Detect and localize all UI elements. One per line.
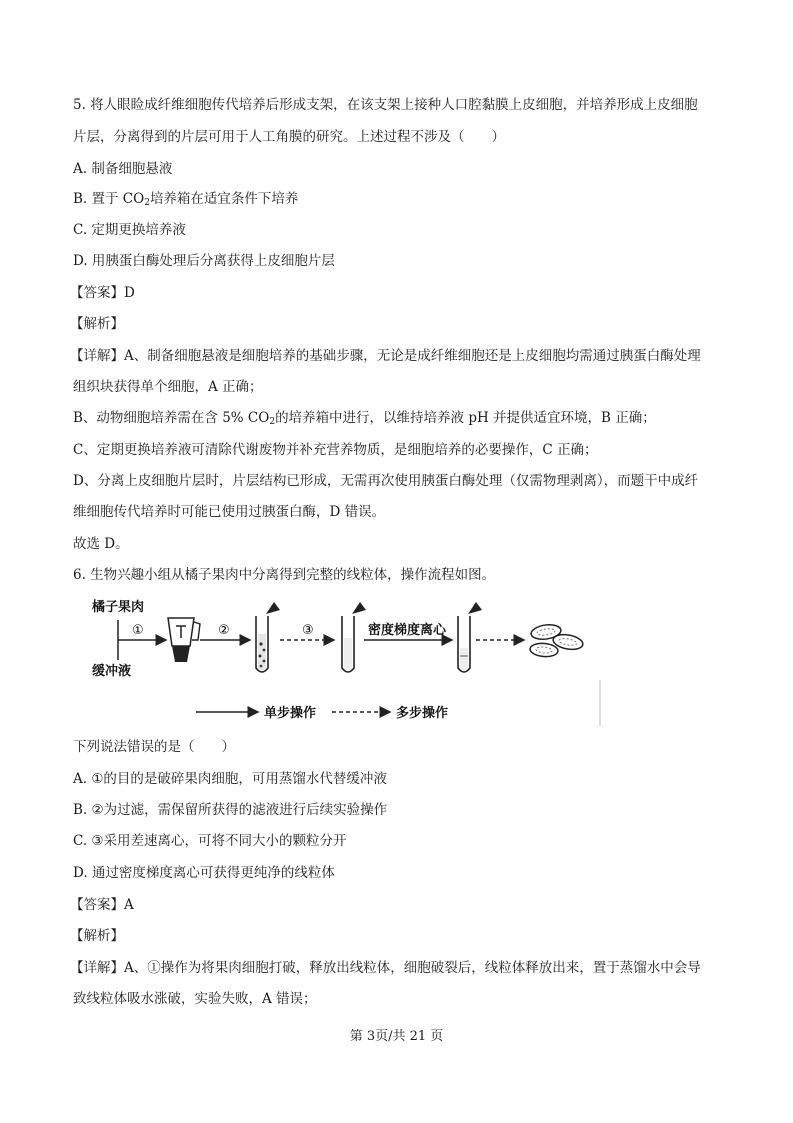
test-tube-gradient-icon: [458, 602, 482, 672]
q6-detail-line2: 致线粒体吸水涨破，实验失败，A 错误；: [73, 991, 317, 1007]
step2-label: ②: [218, 623, 230, 638]
q5-option-a: A. 制备细胞悬液: [73, 161, 173, 177]
q5-option-b-text-end: 培养箱在适宜条件下培养: [149, 191, 299, 207]
legend-single-step: 单步操作: [264, 706, 317, 721]
step1-label: ①: [132, 623, 144, 638]
q6-option-a: A. ①的目的是破碎果肉细胞，可用蒸馏水代替缓冲液: [73, 771, 387, 787]
q6-option-b: B. ②为过滤，需保留所获得的滤液进行后续实验操作: [73, 802, 388, 818]
label-buffer: 缓冲液: [92, 664, 132, 679]
q6-option-c: C. ③采用差速离心，可将不同大小的颗粒分开: [73, 833, 347, 849]
q5-stem-line2: 片层，分离得到的片层可用于人工角膜的研究。上述过程不涉及（ ）: [73, 129, 505, 145]
q5-analysis-label: 【解析】: [70, 316, 124, 332]
q5-option-c: C. 定期更换培养液: [73, 222, 186, 238]
q6-option-d: D. 通过密度梯度离心可获得更纯净的线粒体: [73, 865, 335, 881]
q5-option-b: [73, 190, 298, 212]
blender-icon: [168, 618, 200, 662]
page-footer: 第 3页/共 21 页: [349, 1029, 444, 1044]
q5-option-b-text: B. 置于 CO: [73, 191, 145, 207]
label-density-gradient: 密度梯度离心: [368, 623, 447, 638]
q5-detail-line3: [73, 409, 656, 431]
q6-detail-line1: 【详解】A、①操作为将果肉细胞打破，释放出线粒体，细胞破裂后，线粒体释放出来，置于蒸馏水中会导: [70, 960, 701, 976]
q5-detail-line1: 【详解】A、制备细胞悬液是细胞培养的基础步骤，无论是成纤维细胞还是上皮细胞均需通过胰蛋白酶处理: [70, 348, 701, 364]
q6-question: 下列说法错误的是（ ）: [73, 739, 235, 755]
mitochondria-icon: [529, 623, 584, 658]
mitochondria-isolation-flow-diagram: [84, 598, 604, 726]
q5-option-d: D. 用胰蛋白酶处理后分离获得上皮细胞片层: [73, 253, 335, 269]
q5-detail-line3-text: B、动物细胞培养需在含 5% CO: [73, 410, 270, 426]
q5-detail-line3-subscript: 2: [269, 417, 276, 427]
legend-multi-step: 多步操作: [396, 706, 449, 721]
q5-detail-line3-text-end: 的培养箱中进行，以维持培养液 pH 并提供适宜环境，B 正确；: [275, 410, 656, 426]
q5-detail-line4: C、定期更换培养液可清除代谢废物并补充营养物质，是细胞培养的必要操作，C 正确；: [73, 442, 598, 458]
q6-analysis-label: 【解析】: [70, 928, 124, 944]
q5-answer: 【答案】D: [70, 285, 135, 301]
q5-option-b-subscript: 2: [144, 198, 150, 208]
q5-conclusion: 故选 D。: [73, 536, 129, 552]
q6-answer: 【答案】A: [70, 897, 134, 913]
q5-stem-line1: 5. 将人眼睑成纤维细胞传代培养后形成支架，在该支架上接种人口腔黏膜上皮细胞，并培养形成上皮细胞: [73, 97, 698, 113]
q5-detail-line6: 维细胞传代培养时可能已使用过胰蛋白酶，D 错误。: [73, 504, 386, 520]
q5-detail-line2: 组织块获得单个细胞，A 正确；: [73, 379, 263, 395]
step3-label: ③: [302, 623, 314, 638]
test-tube-filtrate-icon: [256, 602, 280, 672]
label-orange-pulp: 橘子果肉: [92, 600, 145, 615]
test-tube-differential-icon: [342, 602, 366, 672]
q6-stem: 6. 生物兴趣小组从橘子果肉中分离得到完整的线粒体，操作流程如图。: [73, 567, 496, 583]
q5-detail-line5: D、分离上皮细胞片层时，片层结构已形成，无需再次使用胰蛋白酶处理（仅需物理剥离），而题干中成纤: [73, 473, 699, 489]
